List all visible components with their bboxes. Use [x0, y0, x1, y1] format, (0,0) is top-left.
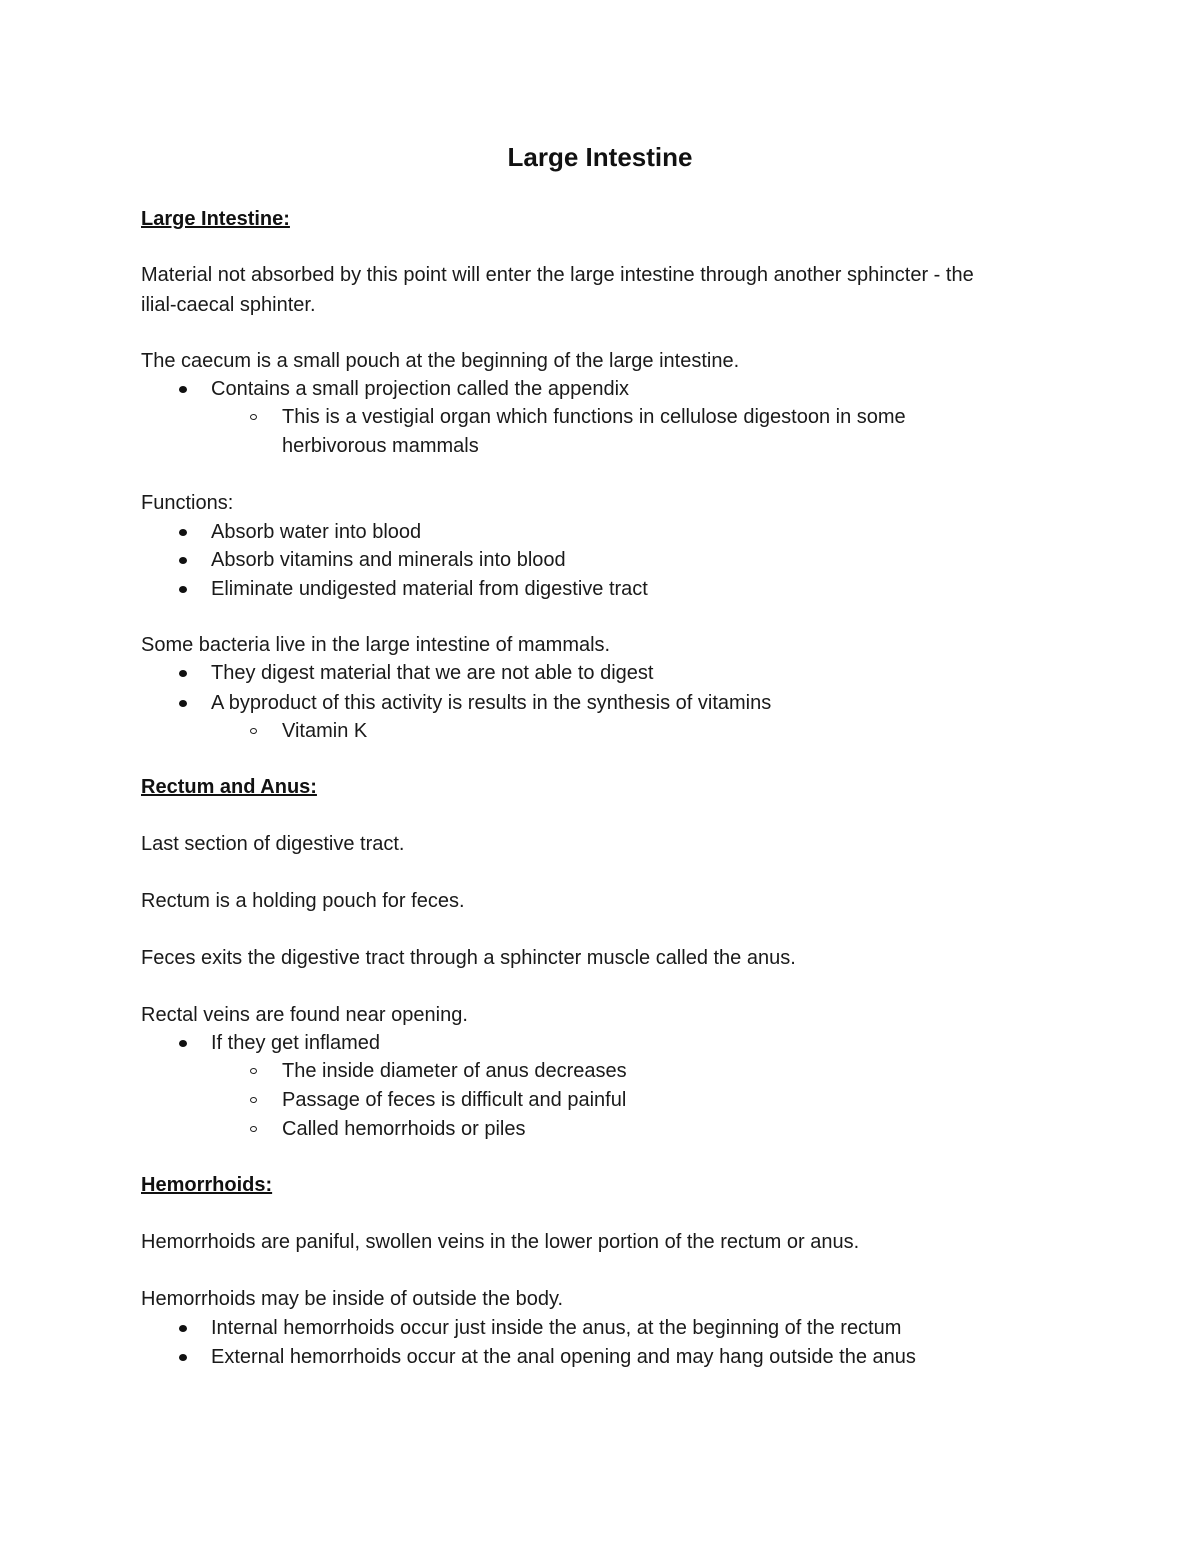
list-item: External hemorrhoids occur at the anal opening and may hang outside the anus: [211, 1346, 916, 1368]
bullet-dot-icon: [179, 670, 187, 677]
paragraph-line: Material not absorbed by this point will enter the large intestine through another sphincter - the: [141, 264, 974, 286]
bullet-dot-icon: [179, 586, 187, 593]
paragraph-line: Hemorrhoids are paniful, swollen veins in the lower portion of the rectum or anus.: [141, 1231, 860, 1253]
list-item: Absorb vitamins and minerals into blood: [211, 549, 566, 571]
bullet-ring-icon: [250, 414, 257, 420]
bullet-dot-icon: [179, 700, 187, 707]
list-item: They digest material that we are not able to digest: [211, 662, 654, 684]
section-heading-hemorrhoids: Hemorrhoids:: [141, 1174, 273, 1196]
bullet-dot-icon: [179, 557, 187, 564]
bullet-ring-icon: [250, 1097, 257, 1103]
sub-list-item: Vitamin K: [282, 720, 368, 742]
paragraph-bacteria: Some bacteria live in the large intestine of mammals.: [141, 634, 611, 656]
section-heading-rectum-anus: Rectum and Anus:: [141, 776, 317, 798]
list-item: Internal hemorrhoids occur just inside the anus, at the beginning of the rectum: [211, 1317, 902, 1339]
sub-list-item-continuation: herbivorous mammals: [282, 435, 479, 457]
document-title: Large Intestine: [507, 142, 693, 172]
bullet-dot-icon: [179, 1040, 187, 1047]
paragraph-line: Feces exits the digestive tract through a sphincter muscle called the anus.: [141, 947, 796, 969]
bullet-dot-icon: [179, 386, 187, 393]
paragraph-line: ilial-caecal sphinter.: [141, 294, 316, 316]
list-item: If they get inflamed: [211, 1032, 380, 1054]
paragraph-line: Hemorrhoids may be inside of outside the body.: [141, 1288, 564, 1310]
section-heading-large-intestine: Large Intestine:: [141, 208, 290, 230]
paragraph-line: Rectum is a holding pouch for feces.: [141, 890, 465, 912]
bullet-dot-icon: [179, 1354, 187, 1361]
paragraph-line: Rectal veins are found near opening.: [141, 1004, 468, 1026]
paragraph-line: Last section of digestive tract.: [141, 833, 405, 855]
sub-list-item: Called hemorrhoids or piles: [282, 1118, 526, 1140]
sub-list-item: This is a vestigial organ which functions in cellulose digestoon in some: [282, 406, 906, 428]
sub-list-item: Passage of feces is difficult and painful: [282, 1089, 627, 1111]
list-item: A byproduct of this activity is results in the synthesis of vitamins: [211, 692, 772, 714]
functions-label: Functions:: [141, 492, 234, 514]
list-item: Eliminate undigested material from digestive tract: [211, 578, 648, 600]
bullet-ring-icon: [250, 728, 257, 734]
bullet-dot-icon: [179, 529, 187, 536]
sub-list-item: The inside diameter of anus decreases: [282, 1060, 627, 1082]
list-item: Absorb water into blood: [211, 521, 422, 543]
paragraph-caecum: The caecum is a small pouch at the beginning of the large intestine.: [141, 350, 740, 372]
bullet-ring-icon: [250, 1126, 257, 1132]
list-item: Contains a small projection called the appendix: [211, 378, 630, 400]
bullet-dot-icon: [179, 1325, 187, 1332]
bullet-ring-icon: [250, 1068, 257, 1074]
